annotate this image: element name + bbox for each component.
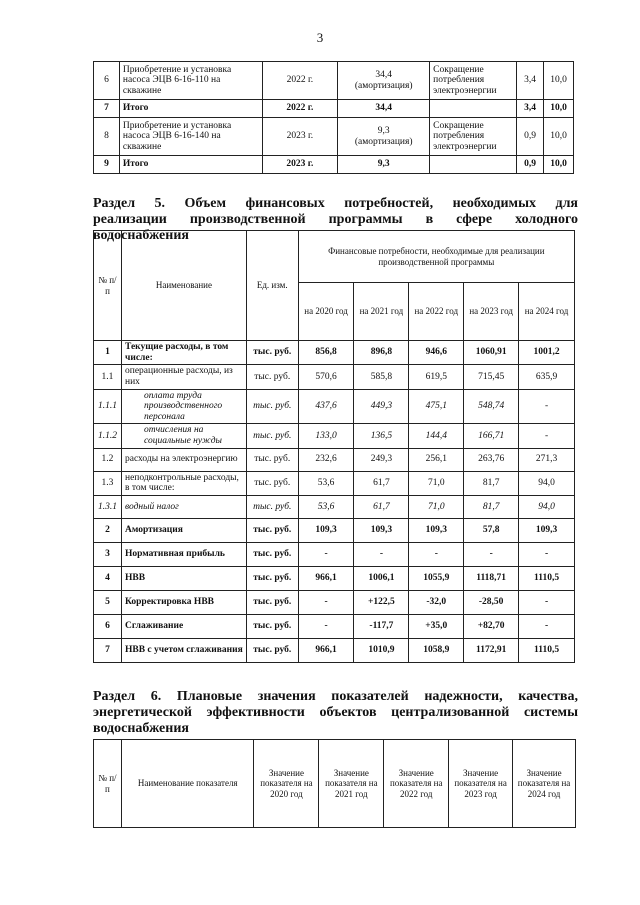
row-year: 2022 г. <box>262 100 338 118</box>
row-value: +82,70 <box>464 614 519 638</box>
row-num: 1.1 <box>94 365 122 389</box>
row-unit: тыс. руб. <box>246 389 298 424</box>
table-row <box>94 365 575 389</box>
row-value: - <box>298 614 354 638</box>
row-value: 3,4 <box>517 62 544 100</box>
row-value: 3,4 <box>517 100 544 118</box>
row-value: 449,3 <box>354 389 409 424</box>
row-value: - <box>409 542 464 566</box>
row-value: 94,0 <box>519 471 575 495</box>
header-year: на 2024 год <box>519 283 575 341</box>
row-value: 548,74 <box>464 389 519 424</box>
row-value: 61,7 <box>354 471 409 495</box>
row-unit: тыс. руб. <box>246 614 298 638</box>
row-value: 1118,71 <box>464 566 519 590</box>
header-indicator-name: Наименование показателя <box>121 740 254 828</box>
header-year-value: Значение показателя на 2023 год <box>449 740 513 828</box>
row-name: водный налог <box>121 495 246 518</box>
row-value: - <box>298 590 354 614</box>
row-value: -32,0 <box>409 590 464 614</box>
row-value: 61,7 <box>354 495 409 518</box>
row-unit: тыс. руб. <box>246 590 298 614</box>
row-value: 10,0 <box>544 118 574 156</box>
row-num: 8 <box>94 118 120 156</box>
row-value: 1058,9 <box>409 638 464 662</box>
row-value: 232,6 <box>298 448 354 471</box>
row-num: 6 <box>94 62 120 100</box>
row-num: 9 <box>94 156 120 174</box>
row-value: 1006,1 <box>354 566 409 590</box>
row-num: 7 <box>94 100 120 118</box>
row-value: 896,8 <box>354 341 409 365</box>
page-number: 3 <box>316 30 324 45</box>
row-unit: тыс. руб. <box>246 471 298 495</box>
header-num: № п/п <box>94 231 122 341</box>
row-num: 1.1.2 <box>94 424 122 448</box>
row-value: - <box>519 614 575 638</box>
row-num: 1 <box>94 341 122 365</box>
table-row <box>94 62 574 100</box>
header-group: Финансовые потребности, необходимые для реализации производственной программы <box>298 231 574 283</box>
row-cost: 34,4 (амортизация) <box>338 62 430 100</box>
row-value: 109,3 <box>354 518 409 542</box>
row-value: 109,3 <box>409 518 464 542</box>
row-value: 249,3 <box>354 448 409 471</box>
row-value: 1010,9 <box>354 638 409 662</box>
row-value: -28,50 <box>464 590 519 614</box>
row-value: 0,9 <box>517 118 544 156</box>
row-name: Итого <box>119 100 262 118</box>
header-year-value: Значение показателя на 2024 год <box>513 740 576 828</box>
row-unit: тыс. руб. <box>246 638 298 662</box>
row-name: оплата труда производственного персонала <box>121 389 246 424</box>
row-num: 2 <box>94 518 122 542</box>
row-num: 1.2 <box>94 448 122 471</box>
row-value: 1055,9 <box>409 566 464 590</box>
row-value: -117,7 <box>354 614 409 638</box>
row-value: 109,3 <box>519 518 575 542</box>
row-unit: тыс. руб. <box>246 424 298 448</box>
row-value: 1110,5 <box>519 566 575 590</box>
row-name: НВВ <box>121 566 246 590</box>
row-value: 715,45 <box>464 365 519 389</box>
row-name: Приобретение и установка насоса ЭЦВ 6-16-140 на скважине <box>119 118 262 156</box>
row-name: отчисления на социальные нужды <box>121 424 246 448</box>
table-row <box>94 448 575 471</box>
row-value: - <box>519 389 575 424</box>
header-unit: Ед. изм. <box>246 231 298 341</box>
header-num: № п/п <box>94 740 122 828</box>
row-name: Корректировка НВВ <box>121 590 246 614</box>
table-row <box>94 542 575 566</box>
row-unit: тыс. руб. <box>246 365 298 389</box>
row-value: 570,6 <box>298 365 354 389</box>
row-value: 81,7 <box>464 471 519 495</box>
row-value: 1001,2 <box>519 341 575 365</box>
header-year-value: Значение показателя на 2022 год <box>384 740 449 828</box>
row-name: Амортизация <box>121 518 246 542</box>
indicators-table <box>93 739 576 828</box>
row-name: Нормативная прибыль <box>121 542 246 566</box>
row-value: 0,9 <box>517 156 544 174</box>
row-name: расходы на электроэнергию <box>121 448 246 471</box>
table-row <box>94 156 574 174</box>
row-year: 2023 г. <box>262 118 338 156</box>
header-year: на 2023 год <box>464 283 519 341</box>
row-name: НВВ с учетом сглаживания <box>121 638 246 662</box>
row-year: 2022 г. <box>262 62 338 100</box>
table-row <box>94 118 574 156</box>
measures-table <box>93 61 574 174</box>
row-value: +122,5 <box>354 590 409 614</box>
row-unit: тыс. руб. <box>246 495 298 518</box>
header-year: на 2022 год <box>409 283 464 341</box>
row-value: 144,4 <box>409 424 464 448</box>
row-value: 166,71 <box>464 424 519 448</box>
row-value: 10,0 <box>544 62 574 100</box>
row-name: Сглаживание <box>121 614 246 638</box>
row-cost: 9,3 (амортизация) <box>338 118 430 156</box>
table-row <box>94 495 575 518</box>
row-value: +35,0 <box>409 614 464 638</box>
row-num: 5 <box>94 590 122 614</box>
row-value: - <box>519 542 575 566</box>
row-cost: 34,4 <box>338 100 430 118</box>
row-value: 256,1 <box>409 448 464 471</box>
row-num: 3 <box>94 542 122 566</box>
row-name: Итого <box>119 156 262 174</box>
row-value: 53,6 <box>298 471 354 495</box>
table-row <box>94 566 575 590</box>
row-effect: Сокращение потребления электроэнергии <box>430 118 517 156</box>
row-unit: тыс. руб. <box>246 341 298 365</box>
row-unit: тыс. руб. <box>246 566 298 590</box>
row-num: 4 <box>94 566 122 590</box>
section6-title-line1: Раздел 6. Плановые значения показателей надежности, качества, <box>93 689 578 704</box>
row-value: - <box>354 542 409 566</box>
row-value: - <box>464 542 519 566</box>
section5-title-line1: Раздел 5. Объем финансовых потребностей, необходимых для <box>93 196 578 211</box>
row-value: 966,1 <box>298 566 354 590</box>
row-cost: 9,3 <box>338 156 430 174</box>
row-value: 437,6 <box>298 389 354 424</box>
row-value: 271,3 <box>519 448 575 471</box>
row-value: 1110,5 <box>519 638 575 662</box>
row-value: 619,5 <box>409 365 464 389</box>
table-row <box>94 471 575 495</box>
row-value: 133,0 <box>298 424 354 448</box>
row-name: Приобретение и установка насоса ЭЦВ 6-16-110 на скважине <box>119 62 262 100</box>
row-value: - <box>298 542 354 566</box>
table-row <box>94 389 575 424</box>
row-value: 136,5 <box>354 424 409 448</box>
row-value: 71,0 <box>409 495 464 518</box>
header-year: на 2021 год <box>354 283 409 341</box>
row-unit: тыс. руб. <box>246 542 298 566</box>
row-value: 71,0 <box>409 471 464 495</box>
section5-title-line2: реализации производственной программы в сфере холодного водоснабжения <box>93 212 578 243</box>
row-unit: тыс. руб. <box>246 448 298 471</box>
table-row <box>94 100 574 118</box>
row-unit: тыс. руб. <box>246 518 298 542</box>
row-value: 946,6 <box>409 341 464 365</box>
section6-title-line2: энергетической эффективности объектов централизованной системы <box>93 705 578 720</box>
table-row <box>94 614 575 638</box>
row-value: 1172,91 <box>464 638 519 662</box>
row-value: 109,3 <box>298 518 354 542</box>
row-num: 1.3.1 <box>94 495 122 518</box>
row-value: 1060,91 <box>464 341 519 365</box>
row-name: операционные расходы, из них <box>121 365 246 389</box>
header-year-value: Значение показателя на 2020 год <box>254 740 319 828</box>
row-value: 10,0 <box>544 100 574 118</box>
table-row <box>94 518 575 542</box>
row-value: 263,76 <box>464 448 519 471</box>
row-value: 856,8 <box>298 341 354 365</box>
row-value: 57,8 <box>464 518 519 542</box>
table-row <box>94 638 575 662</box>
row-num: 1.1.1 <box>94 389 122 424</box>
row-value: 966,1 <box>298 638 354 662</box>
row-value: 635,9 <box>519 365 575 389</box>
row-value: 10,0 <box>544 156 574 174</box>
section6-title-line3: водоснабжения <box>93 721 189 736</box>
row-value: 81,7 <box>464 495 519 518</box>
row-effect <box>430 100 517 118</box>
header-year-value: Значение показателя на 2021 год <box>319 740 384 828</box>
row-value: 53,6 <box>298 495 354 518</box>
row-effect: Сокращение потребления электроэнергии <box>430 62 517 100</box>
table-row <box>94 590 575 614</box>
header-year: на 2020 год <box>298 283 354 341</box>
row-value: 475,1 <box>409 389 464 424</box>
table-row <box>94 424 575 448</box>
row-name: неподконтрольные расходы, в том числе: <box>121 471 246 495</box>
row-num: 6 <box>94 614 122 638</box>
row-value: 94,0 <box>519 495 575 518</box>
row-value: - <box>519 590 575 614</box>
header-name: Наименование <box>121 231 246 341</box>
row-year: 2023 г. <box>262 156 338 174</box>
table-row <box>94 341 575 365</box>
row-name: Текущие расходы, в том числе: <box>121 341 246 365</box>
row-value: - <box>519 424 575 448</box>
row-effect <box>430 156 517 174</box>
financial-needs-table <box>93 230 575 663</box>
row-num: 7 <box>94 638 122 662</box>
row-num: 1.3 <box>94 471 122 495</box>
row-value: 585,8 <box>354 365 409 389</box>
